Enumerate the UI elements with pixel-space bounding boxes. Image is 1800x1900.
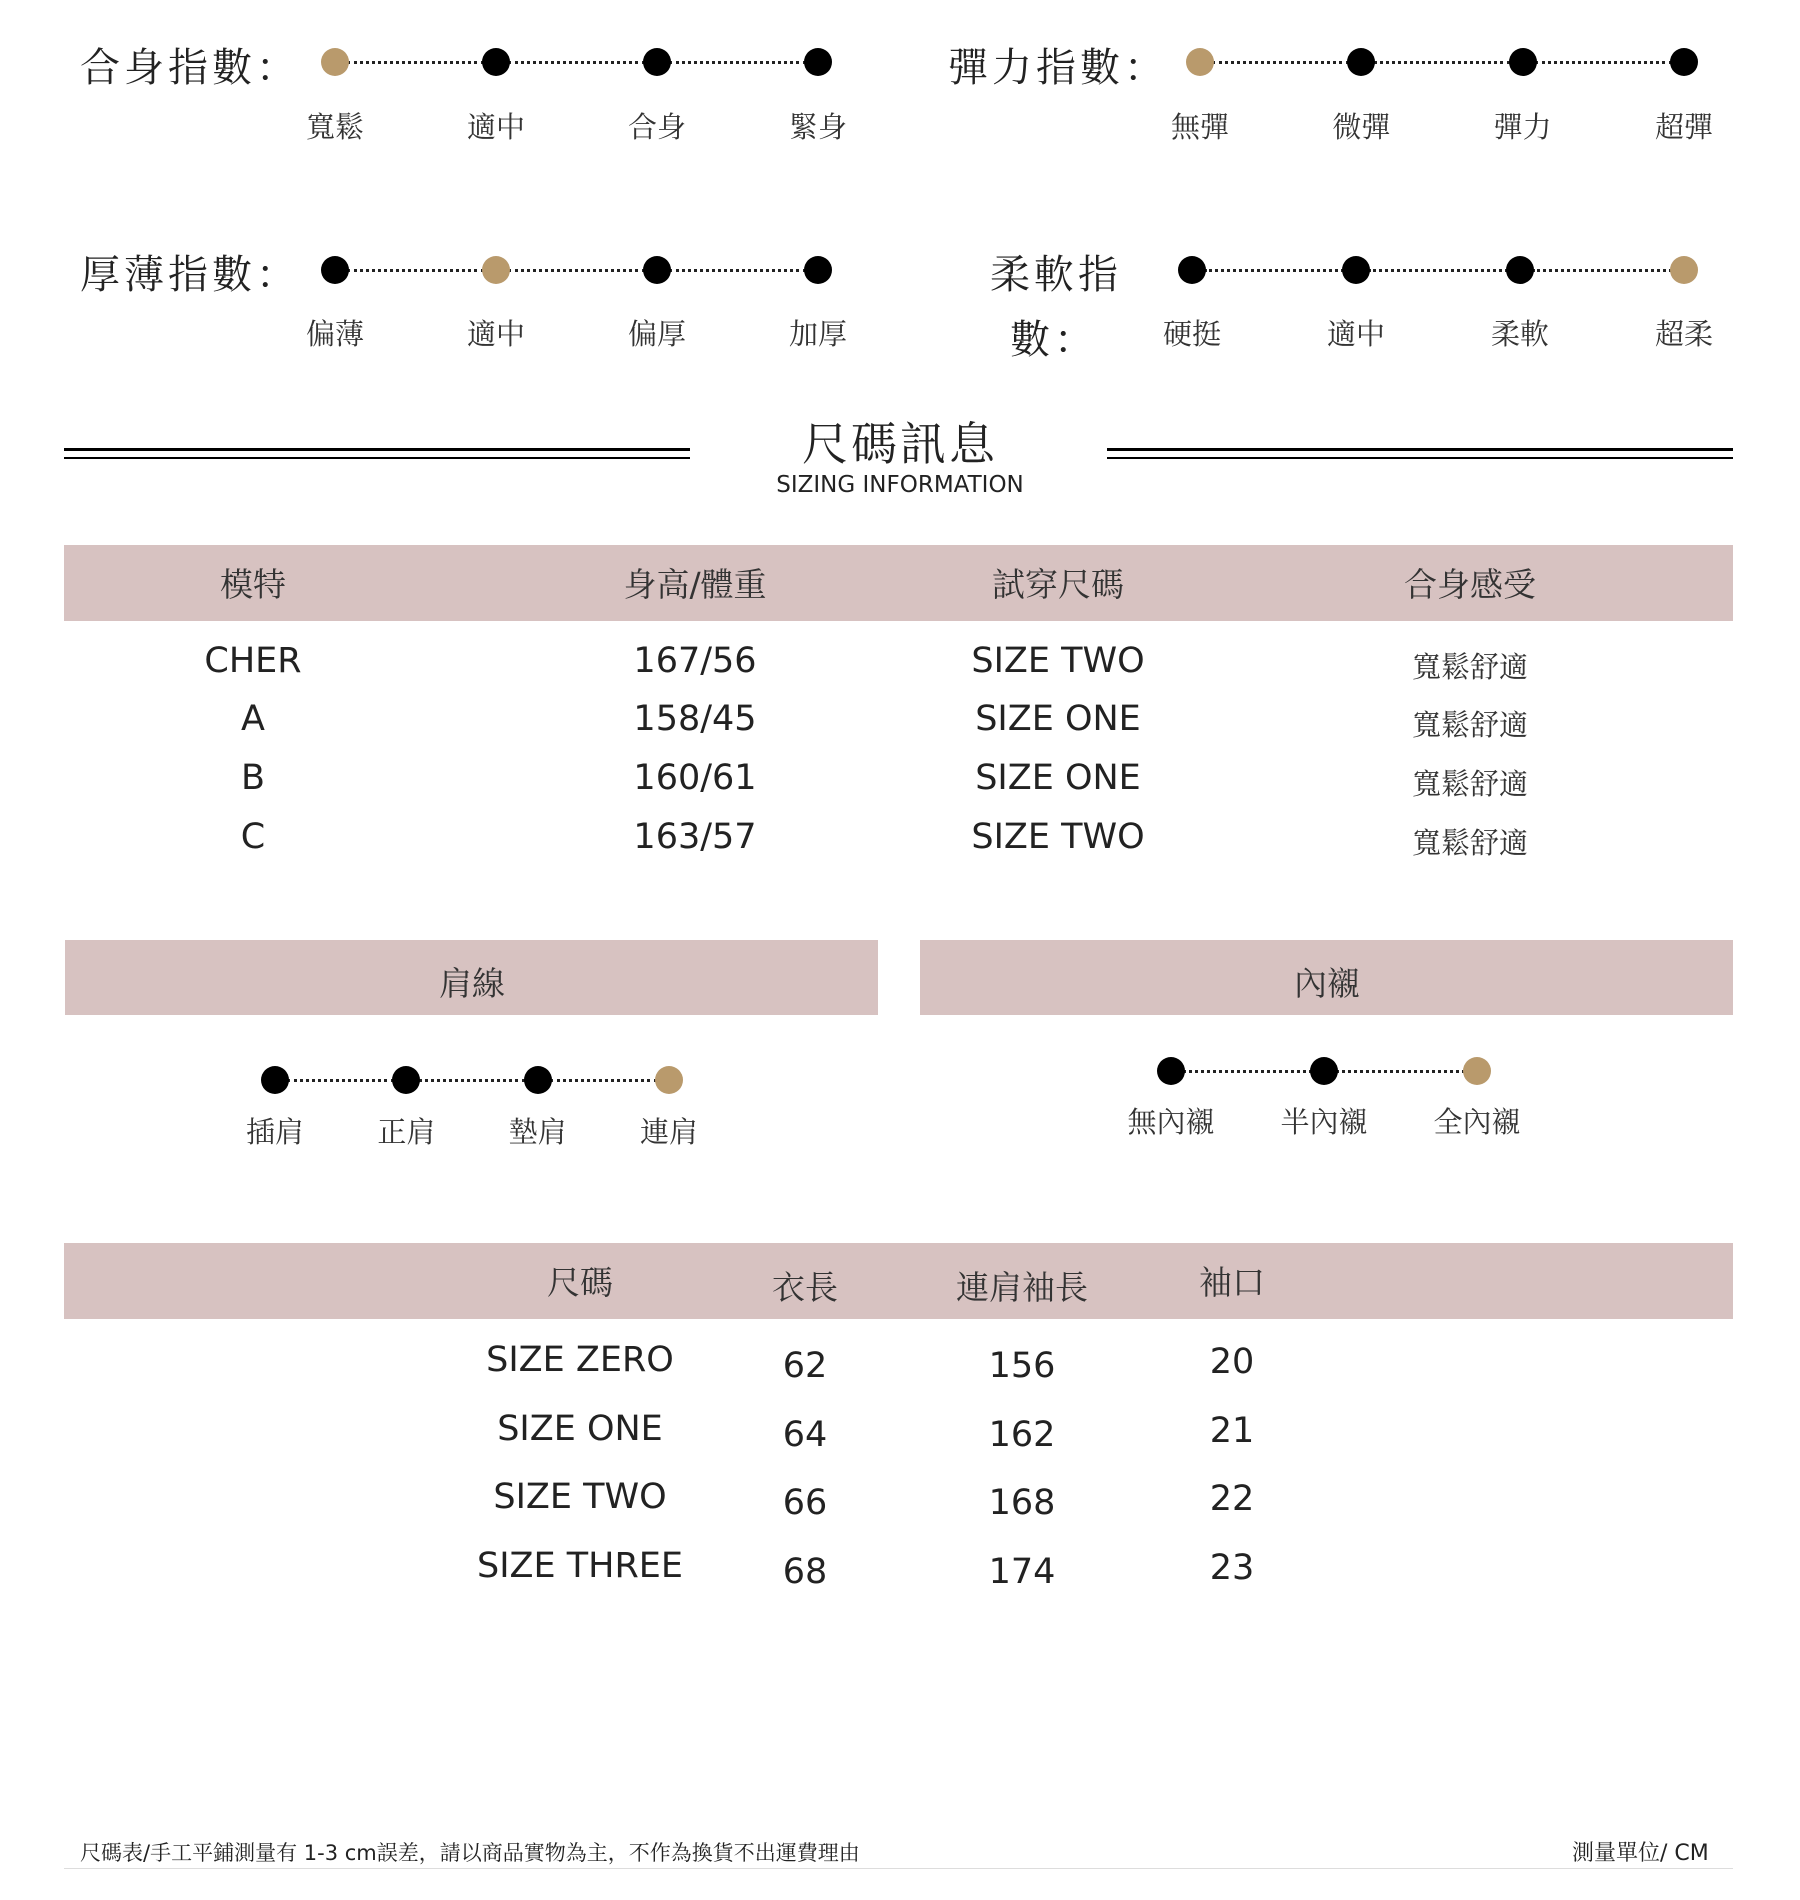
thickness-option-label: 適中 xyxy=(466,317,526,351)
softness-connector xyxy=(1368,269,1508,272)
header-rule-right-top xyxy=(1107,448,1733,451)
softness-dot xyxy=(1342,256,1370,284)
size-table-cell: 21 xyxy=(1209,1411,1255,1451)
fit-connector xyxy=(347,61,484,64)
shoulder-dot-selected xyxy=(655,1066,683,1094)
fit-connector xyxy=(508,61,645,64)
stretch-dot xyxy=(1347,48,1375,76)
lining-dot xyxy=(1310,1057,1338,1085)
size-table-cell: 64 xyxy=(782,1415,828,1455)
fit-connector xyxy=(669,61,806,64)
thickness-dot xyxy=(643,256,671,284)
fit-dot xyxy=(482,48,510,76)
thickness-dot xyxy=(804,256,832,284)
softness-option-label: 柔軟 xyxy=(1490,317,1550,351)
sizing-title: 尺碼訊息 xyxy=(802,417,998,471)
softness-option-label: 硬挺 xyxy=(1162,317,1222,351)
thickness-connector xyxy=(347,269,484,272)
model-table-cell: 160/61 xyxy=(633,758,757,798)
model-table-cell: 158/45 xyxy=(633,699,757,739)
fit-option-label: 緊身 xyxy=(788,110,848,144)
size-table-cell: 174 xyxy=(988,1552,1056,1592)
thickness-connector xyxy=(508,269,645,272)
shoulder-option-label: 插肩 xyxy=(245,1115,305,1149)
size-table-cell: 168 xyxy=(988,1483,1056,1523)
size-table-header-band xyxy=(64,1243,1733,1319)
model-table-cell: 寬鬆舒適 xyxy=(1411,708,1529,742)
shoulder-connector xyxy=(287,1079,394,1082)
lining-option-label: 半內襯 xyxy=(1280,1105,1368,1139)
header-rule-left-top xyxy=(64,448,690,451)
size-table-cell: 68 xyxy=(782,1552,828,1592)
model-table-cell: 寬鬆舒適 xyxy=(1411,826,1529,860)
softness-index-title-line2: 數： xyxy=(1010,317,1098,363)
model-table-header: 身高/體重 xyxy=(623,565,767,604)
stretch-option-label: 微彈 xyxy=(1332,110,1391,144)
model-table-cell: A xyxy=(241,699,265,739)
model-table-cell: SIZE ONE xyxy=(975,758,1141,798)
shoulder-option-label: 連肩 xyxy=(639,1115,699,1149)
model-table-header: 合身感受 xyxy=(1404,565,1536,604)
size-table-cell: SIZE ZERO xyxy=(486,1340,674,1380)
size-table-header: 尺碼 xyxy=(547,1263,613,1302)
shoulder-connector xyxy=(550,1079,657,1082)
footer-rule xyxy=(64,1868,1733,1869)
softness-dot xyxy=(1178,256,1206,284)
shoulder-dot xyxy=(261,1066,289,1094)
size-table-header: 連肩袖長 xyxy=(956,1268,1088,1307)
softness-connector xyxy=(1532,269,1672,272)
lining-option-label: 全內襯 xyxy=(1433,1105,1521,1139)
model-table-cell: 163/57 xyxy=(633,817,757,857)
fit-option-label: 合身 xyxy=(627,110,687,144)
model-table-header: 模特 xyxy=(220,565,286,604)
size-table-cell: 23 xyxy=(1209,1548,1255,1588)
size-table-cell: 162 xyxy=(988,1415,1056,1455)
header-rule-right-bottom xyxy=(1107,457,1733,459)
size-table-header: 衣長 xyxy=(772,1268,838,1307)
thickness-index-title: 厚薄指數： xyxy=(80,252,300,298)
size-table-cell: 66 xyxy=(782,1483,828,1523)
fit-dot-selected xyxy=(321,48,349,76)
lining-connector xyxy=(1183,1070,1312,1073)
softness-index-title-line1: 柔軟指 xyxy=(990,252,1122,298)
thickness-option-label: 偏薄 xyxy=(305,317,365,351)
fit-dot xyxy=(804,48,832,76)
shoulder-title: 肩線 xyxy=(439,964,505,1003)
stretch-dot xyxy=(1509,48,1537,76)
stretch-connector xyxy=(1373,61,1510,64)
stretch-connector xyxy=(1535,61,1672,64)
size-table-cell: 156 xyxy=(988,1346,1056,1386)
fit-option-label: 寬鬆 xyxy=(305,110,365,144)
model-table-cell: C xyxy=(240,817,266,857)
softness-dot xyxy=(1506,256,1534,284)
fit-dot xyxy=(643,48,671,76)
model-table-cell: 寬鬆舒適 xyxy=(1411,767,1529,801)
softness-option-label: 超柔 xyxy=(1654,317,1714,351)
thickness-dot xyxy=(321,256,349,284)
lining-dot xyxy=(1157,1057,1185,1085)
size-table-cell: 20 xyxy=(1209,1342,1255,1382)
model-table-cell: SIZE TWO xyxy=(971,641,1145,681)
stretch-dot xyxy=(1670,48,1698,76)
model-table-cell: SIZE TWO xyxy=(971,817,1145,857)
size-table-cell: SIZE TWO xyxy=(493,1477,667,1517)
size-table-header: 袖口 xyxy=(1199,1263,1265,1302)
shoulder-dot xyxy=(524,1066,552,1094)
size-table-cell: SIZE ONE xyxy=(497,1409,663,1449)
footer-note: 尺碼表/手工平鋪測量有 1-3 cm誤差，請以商品實物為主，不作為換貨不出運費理由 xyxy=(80,1841,860,1865)
header-rule-left-bottom xyxy=(64,457,690,459)
model-table-header: 試穿尺碼 xyxy=(992,565,1124,604)
stretch-dot-selected xyxy=(1186,48,1214,76)
footer-unit: 測量單位/ CM xyxy=(1572,1841,1709,1866)
softness-dot-selected xyxy=(1670,256,1698,284)
shoulder-option-label: 墊肩 xyxy=(508,1115,567,1149)
shoulder-connector xyxy=(418,1079,525,1082)
model-table-cell: SIZE ONE xyxy=(975,699,1141,739)
stretch-option-label: 彈力 xyxy=(1493,110,1552,144)
size-table-cell: 62 xyxy=(782,1346,828,1386)
shoulder-dot xyxy=(392,1066,420,1094)
softness-option-label: 適中 xyxy=(1326,317,1386,351)
shoulder-option-label: 正肩 xyxy=(377,1115,436,1149)
thickness-dot-selected xyxy=(482,256,510,284)
softness-connector xyxy=(1204,269,1344,272)
thickness-connector xyxy=(669,269,806,272)
lining-connector xyxy=(1336,1070,1465,1073)
lining-title: 內襯 xyxy=(1294,964,1360,1003)
model-table-cell: 寬鬆舒適 xyxy=(1411,650,1529,684)
stretch-connector xyxy=(1212,61,1349,64)
lining-dot-selected xyxy=(1463,1057,1491,1085)
stretch-option-label: 超彈 xyxy=(1654,110,1714,144)
fit-option-label: 適中 xyxy=(466,110,526,144)
stretch-index-title: 彈力指數： xyxy=(948,45,1168,91)
model-table-cell: B xyxy=(240,758,266,798)
model-table-cell: CHER xyxy=(204,641,302,681)
size-table-cell: 22 xyxy=(1209,1479,1255,1519)
thickness-option-label: 偏厚 xyxy=(627,317,687,351)
lining-option-label: 無內襯 xyxy=(1127,1105,1215,1139)
size-table-cell: SIZE THREE xyxy=(476,1546,684,1586)
sizing-subtitle: SIZING INFORMATION xyxy=(776,472,1024,498)
model-table-cell: 167/56 xyxy=(633,641,757,681)
fit-index-title: 合身指數： xyxy=(80,45,300,91)
stretch-option-label: 無彈 xyxy=(1170,110,1230,144)
thickness-option-label: 加厚 xyxy=(788,317,848,351)
